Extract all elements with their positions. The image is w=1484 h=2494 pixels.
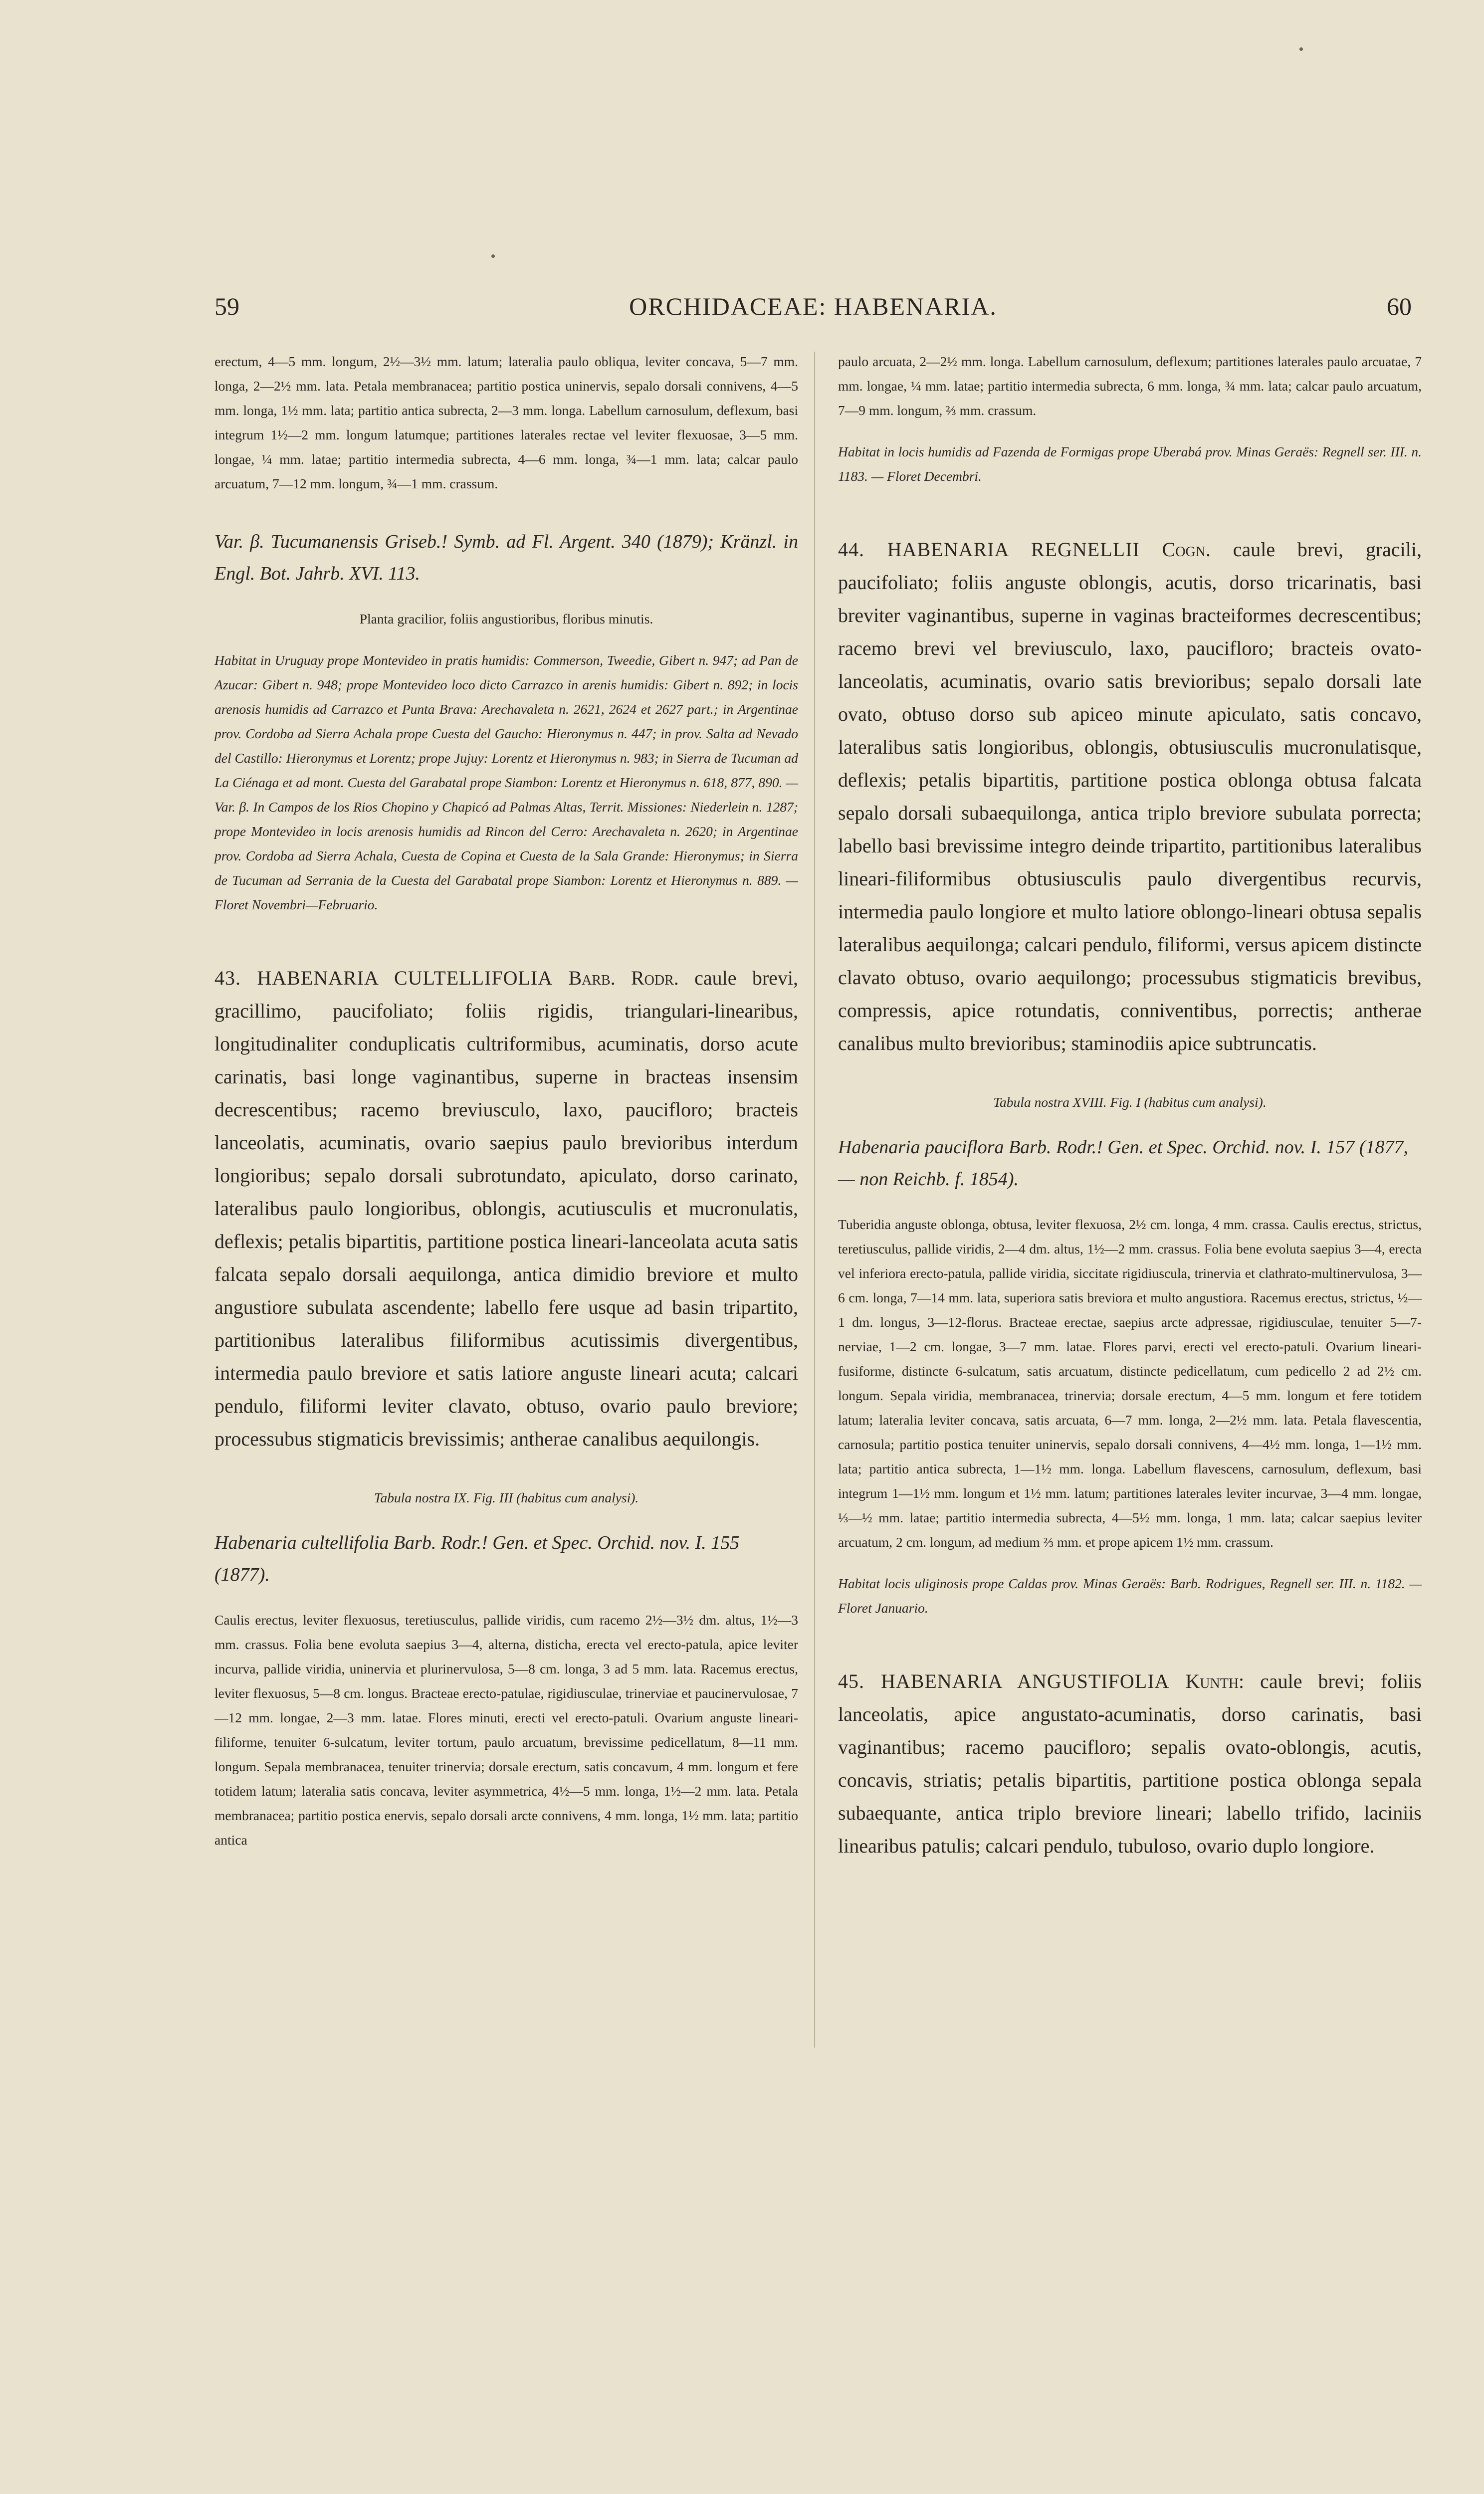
species-43-entry [214,962,798,1455]
running-title: ORCHIDACEAE: HABENARIA. [629,292,997,320]
column-divider [814,352,815,2048]
page-number-right: 60 [1387,292,1412,320]
description-43: Caulis erectus, leviter flexuosus, teretiusculus, pallide viridis, cum racemo 2½—3½ dm. altus, 1½—3 mm. crassus. Folia bene evoluta saepius 3—4, alterna, disticha, erecta vel erecto-patula, apice leviter incurva, pallide viridia, uninervia et plurinervulosa, 5—8 cm. longa, 3 ad 5 mm. lata. Racemus erectus, leviter flexuosus, 5—8 cm. longus. Bracteae erecto-patulae, rigidiusculae, trinerviae et paucinervulosae, 7—12 mm. longae, 2—3 mm. latae. Flores minuti, erecti vel erecto-patuli. Ovarium anguste lineari-filiforme, tenuiter 6-sulcatum, leviter tortum, paulo arcuatum, brevissime pedicellatum, 8—11 mm. longum. Sepala membranacea, tenuiter trinervia; dorsale erectum, satis concavum, 4 mm. longum et fere totidem latum; lateralia satis concava, leviter asymmetrica, 4½—5 mm. longa, 1½—2 mm. lata. Petala membranacea; partitio postica enervis, sepalo dorsali arcte connivens, 4 mm. longa, 1½ mm. lata; partitio antica [214,1612,798,1848]
species-45-diagnosis: caule brevi; foliis lanceolatis, apice angustato-acuminatis, dorso carinatis, basi vaginantibus; racemo paucifloro; sepalis ovato-oblongis, acutis, concavis, striatis; petalis bipartitis, partitione postica oblonga sepala subaequante, antica triplo breviore lineari; labello trifido, laciniis linearibus patulis; calcari pendulo, tubuloso, ovario duplo longiore. [838,1670,1422,1857]
speck-mark [1299,47,1303,51]
habitat-paragraph: Habitat in Uruguay prope Montevideo in pratis humidis: Commerson, Tweedie, Gibert n. 947; ad Pan de Azucar: Gibert n. 948; prope Montevideo loco dicto Carrazco in arenis humidis: Gibert n. 892; in locis arenosis humidis ad Carrazco et Punta Brava: Arechavaleta n. 2621, 2624 et 2627 part.; in Argentinae prov. Cordoba ad Sierra Achala prope Cuesta del Gaucho: Hieronymus n. 447; in prov. Salta ad Nevado del Castillo: Hieronymus et Lorentz; prope Jujuy: Lorentz et Hieronymus n. 983; in Sierra de Tucuman ad La Ciénaga et ad mont. Cuesta del Garabatal prope Siambon: Lorentz et Hieronymus n. 618, 877, 890. — Var. β. In Campos de los Rios Chopino y Chapicó ad Palmas Altas, Territ. Missiones: Niederlein n. 1287; prope Montevideo in locis arenosis humidis ad Rincon del Cerro: Arechavaleta n. 2620; in Argentinae prov. Cordoba ad Sierra Achala, Cuesta de Copina et Cuesta de la Sala Grande: Hieronymus; in Sierra de Tucuman ad Serrania de la Cuesta del Garabatal prope Siambon: Lorentz et Hieronymus n. 889. — Floret Novembri—Februario. [214,652,798,912]
speck-mark [491,254,495,258]
species-44-diagnosis: caule brevi, gracili, paucifoliato; foliis anguste oblongis, acutis, dorso tricarinatis, basi breviter vaginantibus, superne in vaginas bracteiformes decrescentibus; racemo brevi vel breviusculo, laxo, paucifloro; bracteis ovato-lanceolatis, acuminatis, ovario satis brevioribus; sepalo dorsali late ovato, obtuso dorso sub apiceo minute apiculato, satis concavo, lateralibus satis longioribus, oblongis, obtusiusculis mucronulatisque, deflexis; petalis bipartitis, partitione postica oblonga obtusa falcata sepalo dorsali subaequilonga, antica triplo breviore subulata porrecta; labello basi brevissime integro deinde tripartito, partitionibus lateralibus lineari-filiformibus obtusiusculis paulo divergentibus recurvis, intermedia paulo longiore et multo latiore oblongo-lineari obtusa sepalis lateralibus aequilonga; calcari pendulo, filiformi, versus apicem distincte clavato obtuso, ovario aequilongo; processubus stigmaticis brevibus, compressis, apice rotundatis, conniventibus, porrectis; antherae canalibus multo brevioribus; staminodiis apice subtruncatis. [838,538,1422,1054]
species-44-title: 44. HABENARIA REGNELLII [838,538,1140,561]
continuation-paragraph-right: paulo arcuata, 2—2½ mm. longa. Labellum carnosulum, deflexum; partitiones laterales paulo arcuatae, 7 mm. longae, ¼ mm. latae; partitio intermedia subrecta, 6 mm. longa, ¾ mm. lata; calcar paulo arcuatum, 7—9 mm. longum, ⅔ mm. crassum. [838,354,1422,418]
right-column [838,349,1422,1863]
page-number-left: 59 [214,292,239,320]
plate-reference-44: Tabula nostra XVIII. Fig. I (habitus cum analysi). [993,1094,1267,1110]
species-45-title: 45. HABENARIA ANGUSTIFOLIA [838,1670,1170,1692]
variety-heading: Var. β. Tucumanensis Griseb.! Symb. ad Fl. Argent. 340 (1879); Kränzl. in Engl. Bot. Jahrb. XVI. 113. [214,531,798,584]
species-44-author: Cogn. [1162,538,1211,561]
habitat-44: Habitat locis uliginosis prope Caldas prov. Minas Geraës: Barb. Rodrigues, Regnell ser. III. n. 1182. — Floret Januario. [838,1576,1422,1616]
plate-reference-43: Tabula nostra IX. Fig. III (habitus cum analysi). [374,1490,639,1505]
species-43-author: Barb. Rodr. [568,967,679,989]
synonym-43: Habenaria cultellifolia Barb. Rodr.! Gen. et Spec. Orchid. nov. I. 155 (1877). [214,1532,740,1585]
page-header [214,292,1412,332]
synonym-44: Habenaria pauciflora Barb. Rodr.! Gen. et Spec. Orchid. nov. I. 157 (1877, — non Reichb. f. 1854). [838,1137,1408,1190]
species-43-title: 43. HABENARIA CULTELLIFOLIA [214,967,553,989]
habitat-43: Habitat in locis humidis ad Fazenda de Formigas prope Uberabá prov. Minas Geraës: Regnell ser. III. n. 1183. — Floret Decembri. [838,444,1422,484]
species-45-author: Kunth: [1185,1670,1245,1692]
continuation-paragraph: erectum, 4—5 mm. longum, 2½—3½ mm. latum; lateralia paulo obliqua, leviter concava, 5—7 mm. longa, 2—2½ mm. lata. Petala membranacea; partitio postica uninervis, sepalo dorsali connivens, 4—5 mm. longa, 1½ mm. lata; partitio antica subrecta, 2—3 mm. longa. Labellum carnosulum, deflexum, basi integrum 1½—2 mm. longum latumque; partitiones laterales rectae vel leviter flexuosae, 3—5 mm. longae, ¼ mm. latae; partitio intermedia subrecta, 4—6 mm. longa, ¾—1 mm. lata; calcar paulo arcuatum, 7—12 mm. longum, ¾—1 mm. crassum. [214,354,798,491]
species-43-diagnosis: caule brevi, gracillimo, paucifoliato; foliis rigidis, triangulari-linearibus, longitudinaliter conduplicatis cultriformibus, acuminatis, dorso acute carinatis, basi longe vaginantibus, superne in bracteas insensim decrescentibus; racemo breviusculo, laxo, paucifloro; bracteis lanceolatis, acuminatis, ovario saepius paulo brevioribus interdum longioribus; sepalo dorsali subrotundato, apiculato, dorso carinato, lateralibus paulo longioribus, oblongis, acutiusculis et mucronulatis, deflexis; petalis bipartitis, partitione postica lineari-lanceolata acuta satis falcata sepalo dorsali aequilonga, antica dimidio breviore et multo angustiore subulata ascendente; labello fere usque ad basin tripartito, partitionibus lateralibus filiformibus acutissimis divergentibus, intermedia paulo breviore et satis latiore anguste lineari acuta; calcari pendulo, filiformi leviter clavato, obtuso, ovario paulo breviore; processubus stigmaticis brevissimis; antherae canalibus aequilongis. [214,967,798,1450]
description-44: Tuberidia anguste oblonga, obtusa, leviter flexuosa, 2½ cm. longa, 4 mm. crassa. Caulis erectus, strictus, teretiusculus, pallide viridis, 2—4 dm. altus, 1½—2 mm. crassus. Folia bene evoluta saepius 3—4, erecta vel inferiora erecto-patula, pallide viridia, siccitate rigidiuscula, trinervia et clathrato-multinervulosa, 3—6 cm. longa, 7—14 mm. lata, superiora satis breviora et multo angustiora. Racemus erectus, strictus, ½—1 dm. longus, 3—12-florus. Bracteae erectae, saepius arcte adpressae, rigidiusculae, tenuiter 5—7-nerviae, 1—2 cm. longae, 3—7 mm. latae. Flores parvi, erecti vel erecto-patuli. Ovarium lineari-fusiforme, distincte 6-sulcatum, satis arcuatum, distincte pedicellatum, cum pedicello 2 ad 2½ cm. longum. Sepala viridia, membranacea, trinervia; dorsale erectum, 4—5 mm. longum et fere totidem latum; lateralia leviter concava, satis arcuata, 6—7 mm. longa, 2—2½ mm. lata. Petala flavescentia, carnosula; partitio postica tenuiter uninervis, sepalo dorsali connivens, 4—4½ mm. longa, 1—1½ mm. lata; partitio antica subrecta, 1—1½ mm. longa. Labellum flavescens, carnosulum, deflexum, basi integrum 1—1½ mm. longum et 1½ mm. latum; partitiones laterales leviter incurvae, 3—4 mm. longae, ⅓—½ mm. latae; partitio intermedia subrecta, 4—5½ mm. longa, 1 mm. lata; calcar saepius leviter arcuatum, 2 cm. longum, ad medium ⅔ mm. et prope apicem 1½ mm. crassum. [838,1217,1422,1550]
left-column [214,349,798,1852]
variety-description: Planta gracilior, foliis angustioribus, floribus minutis. [359,611,653,626]
species-44-entry [838,533,1422,1060]
species-45-entry [838,1665,1422,1863]
